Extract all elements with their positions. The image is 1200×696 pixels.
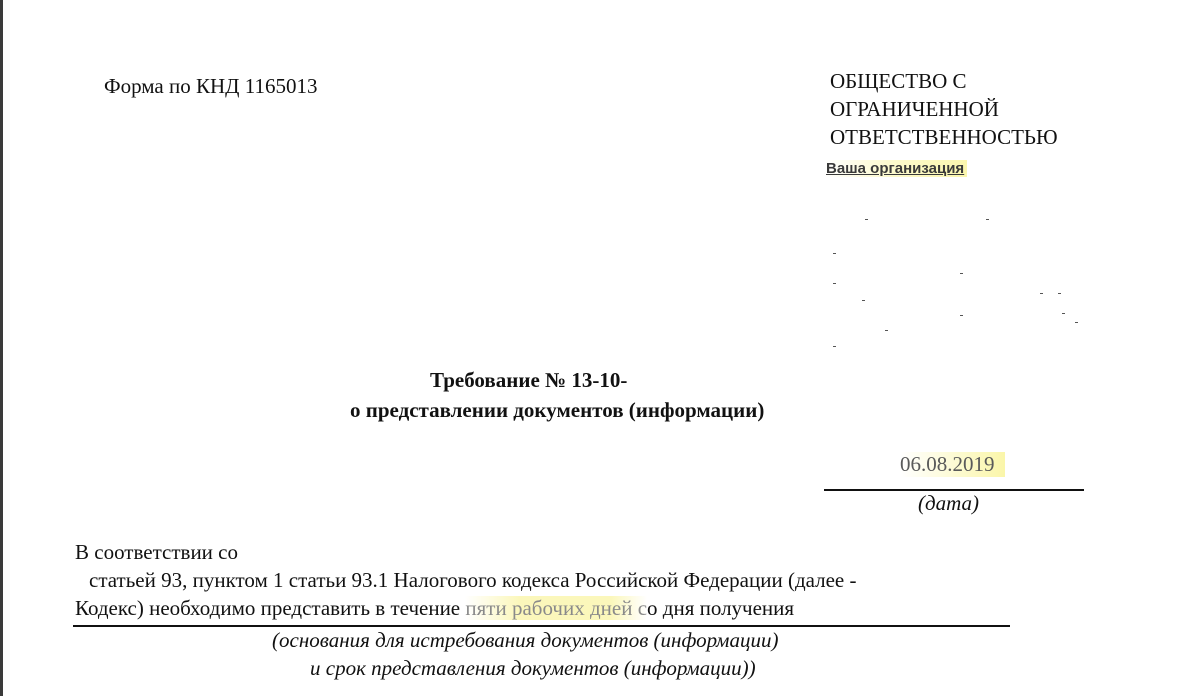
body-line-3-start: Кодекс) необходимо представить в течение xyxy=(75,596,466,620)
form-code: Форма по КНД 1165013 xyxy=(104,74,318,98)
page-left-edge xyxy=(0,0,3,696)
organization-name xyxy=(830,67,1058,151)
body-line-1: В соответствии со xyxy=(75,540,238,564)
org-line-3: ОТВЕТСТВЕННОСТЬЮ xyxy=(830,125,1058,149)
organization-hint: Ваша организация xyxy=(824,160,967,177)
deadline-highlight: пяти рабочих дней с xyxy=(465,596,648,620)
org-line-1: ОБЩЕСТВО С xyxy=(830,69,967,93)
basis-caption-1: (основания для истребования документов (информации) xyxy=(272,628,779,652)
date-value: 06.08.2019 xyxy=(900,452,1005,477)
date-caption: (дата) xyxy=(918,491,980,515)
body-line-3-end: о дня получения xyxy=(647,596,795,620)
org-line-2: ОГРАНИЧЕННОЙ xyxy=(830,97,999,121)
basis-underline xyxy=(73,625,1010,627)
body-line-2: статьей 93, пунктом 1 статьи 93.1 Налогового кодекса Российской Федерации (далее - xyxy=(89,568,857,592)
body-line-3 xyxy=(75,596,794,621)
basis-caption-2: и срок представления документов (информации)) xyxy=(310,656,756,680)
